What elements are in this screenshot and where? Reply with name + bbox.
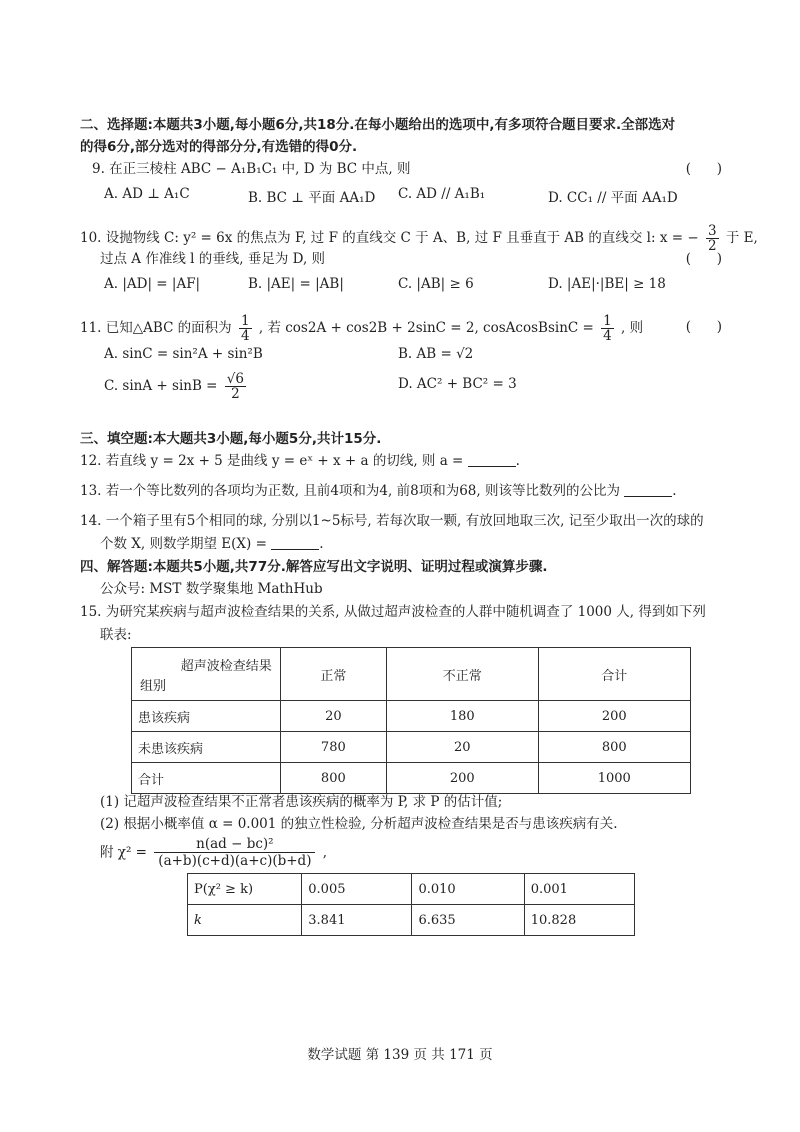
q11-stem bbox=[80, 314, 643, 343]
q10-option-b: B. |AE| = |AB| bbox=[248, 276, 344, 292]
table-header-row bbox=[132, 648, 691, 701]
formula-fraction bbox=[154, 836, 315, 869]
q10-fraction bbox=[706, 224, 719, 253]
table-cell: 780 bbox=[280, 732, 386, 763]
q11-frac1-num: 1 bbox=[240, 313, 250, 329]
q14-line2 bbox=[100, 535, 323, 553]
q11-optc-den: 2 bbox=[231, 386, 240, 402]
q9-option-b: B. BC ⊥ 平面 AA₁D bbox=[248, 190, 376, 206]
q11-frac2-num: 1 bbox=[603, 313, 612, 329]
table-cell: 合计 bbox=[132, 763, 281, 794]
page-footer: 数学试题 第 139 页 共 171 页 bbox=[307, 1047, 493, 1063]
q11-answer-paren: ( ) bbox=[685, 319, 722, 335]
q11-stem-b: , 若 cos2A + cos2B + 2sinC = 2, cosAcosBsinC = bbox=[258, 320, 594, 336]
table-header-cell: 不正常 bbox=[386, 648, 538, 701]
q14-period: . bbox=[319, 536, 324, 552]
q10-frac-den: 2 bbox=[707, 238, 717, 254]
section-3-heading: 三、填空题:本大题共3小题,每小题5分,共计15分. bbox=[80, 431, 382, 447]
formula-prefix: 附 χ² = bbox=[100, 844, 147, 861]
table-row bbox=[132, 732, 691, 763]
table-cell: 0.005 bbox=[302, 874, 412, 905]
q9-option-a: A. AD ⊥ A₁C bbox=[104, 186, 190, 202]
table-row bbox=[188, 874, 635, 905]
table-cell: 180 bbox=[386, 701, 538, 732]
q10-line2: 过点 A 作准线 l 的垂线, 垂足为 D, 则 bbox=[100, 251, 326, 267]
q11-optc-num: √6 bbox=[226, 371, 244, 387]
q9-option-d: D. CC₁ // 平面 AA₁D bbox=[548, 190, 678, 206]
q9-answer-paren: ( ) bbox=[685, 161, 722, 177]
q11-frac2-den: 4 bbox=[603, 328, 612, 344]
section-4-heading: 四、解答题:本题共5小题,共77分.解答应写出文字说明、证明过程或演算步骤. bbox=[80, 559, 548, 575]
q10-line1-end: 于 E, bbox=[725, 230, 758, 246]
q11-stem-c: , 则 bbox=[621, 320, 644, 336]
table-cell: k bbox=[188, 905, 302, 936]
q12-stem bbox=[80, 452, 520, 470]
section-2-heading-line1: 二、选择题:本题共3小题,每小题6分,共18分.在每小题给出的选项中,有多项符合题目要求.全部选对 bbox=[80, 117, 676, 133]
q13-stem bbox=[80, 482, 677, 500]
q14-answer-blank[interactable] bbox=[271, 535, 319, 550]
q13-answer-blank[interactable] bbox=[624, 482, 672, 497]
q14-line1: 14. 一个箱子里有5个相同的球, 分别以1~5标号, 若每次取一颗, 有放回地取三次, 记至少取出一次的球的 bbox=[80, 513, 704, 529]
q13-period: . bbox=[672, 483, 677, 499]
table-cell: P(χ² ≥ k) bbox=[188, 874, 302, 905]
table-cell: 6.635 bbox=[412, 905, 524, 936]
q10-line1-text: 10. 设抛物线 C: y² = 6x 的焦点为 F, 过 F 的直线交 C 于 A、B, 过 F 且垂直于 AB 的直线交 l: x = − bbox=[80, 230, 699, 246]
q14-text: 个数 X, 则数学期望 E(X) = bbox=[100, 536, 267, 552]
table-cell: 20 bbox=[280, 701, 386, 732]
table-row bbox=[188, 905, 635, 936]
corner-top-label: 超声波检查结果 bbox=[180, 659, 272, 674]
q10-option-d: D. |AE|·|BE| ≥ 18 bbox=[548, 276, 666, 292]
chi-square-formula bbox=[100, 836, 327, 869]
q10-option-a: A. |AD| = |AF| bbox=[104, 276, 201, 292]
table-cell: 800 bbox=[280, 763, 386, 794]
q11-option-a: A. sinC = sin²A + sin²B bbox=[104, 346, 263, 362]
table-cell: 未患该疾病 bbox=[132, 732, 281, 763]
q11-stem-a: 11. 已知△ABC 的面积为 bbox=[80, 320, 232, 336]
q12-answer-blank[interactable] bbox=[468, 452, 516, 467]
table-cell: 200 bbox=[386, 763, 538, 794]
table-cell: 患该疾病 bbox=[132, 701, 281, 732]
watermark-text: 公众号: MST 数学聚集地 MathHub bbox=[100, 581, 323, 597]
q10-frac-num: 3 bbox=[707, 223, 717, 239]
formula-denominator: (a+b)(c+d)(a+c)(b+d) bbox=[158, 853, 312, 869]
q15-line1: 15. 为研究某疾病与超声波检查结果的关系, 从做过超声波检查的人群中随机调查了 1000 人, 得到如下列 bbox=[80, 604, 706, 620]
table-cell: 1000 bbox=[538, 763, 690, 794]
q15-part2: (2) 根据小概率值 α = 0.001 的独立性检验, 分析超声波检查结果是否与患该疾病有关. bbox=[100, 816, 618, 832]
q12-text: 12. 若直线 y = 2x + 5 是曲线 y = eˣ + x + a 的切线, 则 a = bbox=[80, 453, 464, 469]
table-header-cell: 合计 bbox=[538, 648, 690, 701]
q11-option-b: B. AB = √2 bbox=[398, 346, 474, 362]
q12-period: . bbox=[515, 453, 520, 469]
q13-text: 13. 若一个等比数列的各项均为正数, 且前4项和为4, 前8项和为68, 则该等比数列的公比为 bbox=[80, 483, 620, 499]
q11-option-c-text: C. sinA + sinB = bbox=[104, 378, 218, 394]
q9-option-c: C. AD // A₁B₁ bbox=[398, 186, 486, 202]
table-cell: 800 bbox=[538, 732, 690, 763]
q10-line1 bbox=[80, 224, 758, 253]
q11-fraction-2 bbox=[601, 314, 614, 343]
chi-square-table bbox=[187, 873, 635, 936]
q15-line2: 联表: bbox=[100, 627, 132, 643]
table-cell: 0.001 bbox=[524, 874, 634, 905]
section-2-heading-line2: 的得6分,部分选对的得部分分,有选错的得0分. bbox=[80, 139, 358, 155]
table-cell: 0.010 bbox=[412, 874, 524, 905]
q11-option-c-fraction bbox=[225, 372, 246, 401]
table-header-cell: 正常 bbox=[280, 648, 386, 701]
corner-bottom-label: 组别 bbox=[140, 679, 167, 694]
table-cell: 10.828 bbox=[524, 905, 634, 936]
q15-part1: (1) 记超声波检查结果不正常者患该疾病的概率为 P, 求 P 的估计值; bbox=[100, 794, 503, 810]
q11-frac1-den: 4 bbox=[240, 328, 250, 344]
contingency-table bbox=[131, 647, 691, 794]
table-cell: 3.841 bbox=[302, 905, 412, 936]
q9-stem: 9. 在正三棱柱 ABC − A₁B₁C₁ 中, D 为 BC 中点, 则 bbox=[92, 161, 411, 177]
table-cell: 20 bbox=[386, 732, 538, 763]
q10-answer-paren: ( ) bbox=[685, 251, 722, 267]
formula-numerator: n(ad − bc)² bbox=[154, 836, 315, 853]
table-cell: 200 bbox=[538, 701, 690, 732]
q10-option-c: C. |AB| ≥ 6 bbox=[398, 276, 474, 292]
table-row bbox=[132, 701, 691, 732]
table-row bbox=[132, 763, 691, 794]
q11-fraction-1 bbox=[239, 314, 252, 343]
q11-option-c bbox=[104, 372, 249, 401]
table-corner-cell bbox=[132, 648, 281, 701]
q11-option-d: D. AC² + BC² = 3 bbox=[398, 376, 517, 392]
formula-suffix: , bbox=[322, 844, 328, 861]
